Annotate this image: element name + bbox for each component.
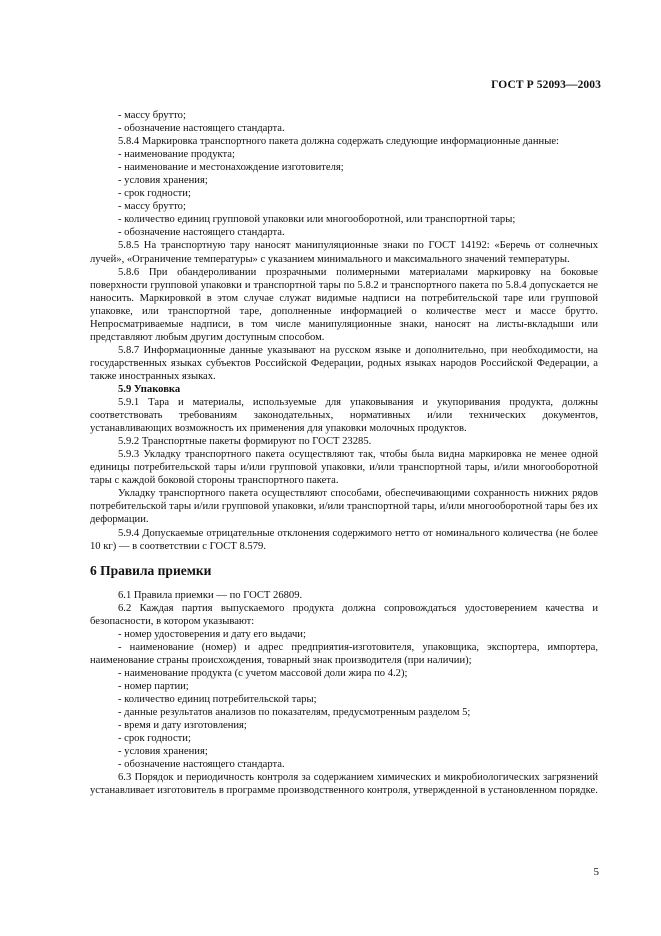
document-header: ГОСТ Р 52093—2003 xyxy=(491,79,601,91)
paragraph-5-8-5: 5.8.5 На транспортную тару наносят манипуляционные знаки по ГОСТ 14192: «Беречь от солнечных лучей», «Ограничение температуры» с указанием минимального и максимального значений температуры. xyxy=(90,240,598,265)
list-item: - массу брутто; xyxy=(118,110,186,121)
list-item: - время и дату изготовления; xyxy=(118,720,247,732)
list-item: - номер удостоверения и дату его выдачи; xyxy=(118,628,306,640)
list-item: - обозначение настоящего стандарта. xyxy=(118,227,285,239)
subsection-heading: 5.9 Упаковка xyxy=(118,383,181,395)
list-item: - наименование продукта (с учетом массовой доли жира по 4.2); xyxy=(118,667,408,679)
list-item: - количество единиц потребительской тары; xyxy=(118,694,317,706)
paragraph-5-9-3-cont: Укладку транспортного пакета осуществляют способами, обеспечивающими сохранность нижних рядов потребительской тары и/или групповой упаковки, и/или транспортной тары, и/или многооборотной тары без их деформации. xyxy=(90,488,598,526)
list-item: - данные результатов анализов по показателям, предусмотренным разделом 5; xyxy=(118,707,471,719)
paragraph-6-2: 6.2 Каждая партия выпускаемого продукта должна сопровождаться удостоверением качества и безопасности, в котором указывают: xyxy=(90,602,598,627)
list-item: - наименование (номер) и адрес предприятия-изготовителя, упаковщика, экспортера, импортера, наименование страны происхождения, товарный знак производителя (при наличии); xyxy=(90,641,598,666)
paragraph-5-9-3: 5.9.3 Укладку транспортного пакета осуществляют так, чтобы была видна маркировка не менее одной единицы потребительской тары и/или групповой упаковки, и/или транспортной тары, и/или многооборотной тары с каждой боковой стороны транспортного пакета. xyxy=(90,449,598,487)
paragraph-6-3: 6.3 Порядок и периодичность контроля за содержанием химических и микробиологических загрязнений устанавливает изготовитель в программе производственного контроля, утвержденной в установленном порядке. xyxy=(90,772,598,797)
paragraph-5-9-4: 5.9.4 Допускаемые отрицательные отклонения содержимого нетто от номинального количества (не более 10 кг) — в соответствии с ГОСТ 8.579. xyxy=(90,527,598,552)
list-item: - номер партии; xyxy=(118,680,189,692)
list-item: - обозначение настоящего стандарта. xyxy=(118,123,285,135)
list-item: - количество единиц групповой упаковки или многооборотной, или транспортной тары; xyxy=(118,214,516,226)
paragraph-5-8-6: 5.8.6 При обандероливании прозрачными полимерными материалами маркировку на боковые поверхности групповой упаковки и транспортной тары по 5.8.2 и транспортного пакета по 5.8.4 допускается не наносить. Маркировкой в этом случае служат видимые надписи на потребительской таре или групповой упаковке, или транспортной таре, дополненные информацией о количестве мест и массе брутто. Непросматриваемые надписи, в том числе манипуляционные знаки, наносят на листы-вкладыши или представляют любым другим доступным способом. xyxy=(90,266,598,343)
list-item: - условия хранения; xyxy=(118,746,208,758)
paragraph-6-1: 6.1 Правила приемки — по ГОСТ 26809. xyxy=(118,589,303,601)
list-item: - массу брутто; xyxy=(118,201,186,213)
section-heading: 6 Правила приемки xyxy=(90,562,212,578)
paragraph-5-9-1: 5.9.1 Тара и материалы, используемые для упаковывания и укупоривания продукта, должны соответствовать требованиям законодательных, нормативных и/или технических документов, устанавливающих возможность их применения для упаковки молочных продуктов. xyxy=(90,397,598,435)
paragraph-5-8-7: 5.8.7 Информационные данные указывают на русском языке и дополнительно, при необходимости, на государственных языках субъектов Российской Федерации, родных языках народов Российской Федерации, а также иностранных языках. xyxy=(90,344,598,382)
list-item: - условия хранения; xyxy=(118,175,208,187)
document-body xyxy=(90,109,598,797)
list-item: - срок годности; xyxy=(118,188,191,200)
page-number: 5 xyxy=(593,866,599,878)
list-item: - обозначение настоящего стандарта. xyxy=(118,759,285,771)
list-item: - наименование продукта; xyxy=(118,149,235,161)
list-item: - срок годности; xyxy=(118,733,191,745)
paragraph-5-9-2: 5.9.2 Транспортные пакеты формируют по ГОСТ 23285. xyxy=(118,436,372,448)
list-item: - наименование и местонахождение изготовителя; xyxy=(118,162,344,174)
paragraph-5-8-4: 5.8.4 Маркировка транспортного пакета должна содержать следующие информационные данные: xyxy=(118,136,559,148)
